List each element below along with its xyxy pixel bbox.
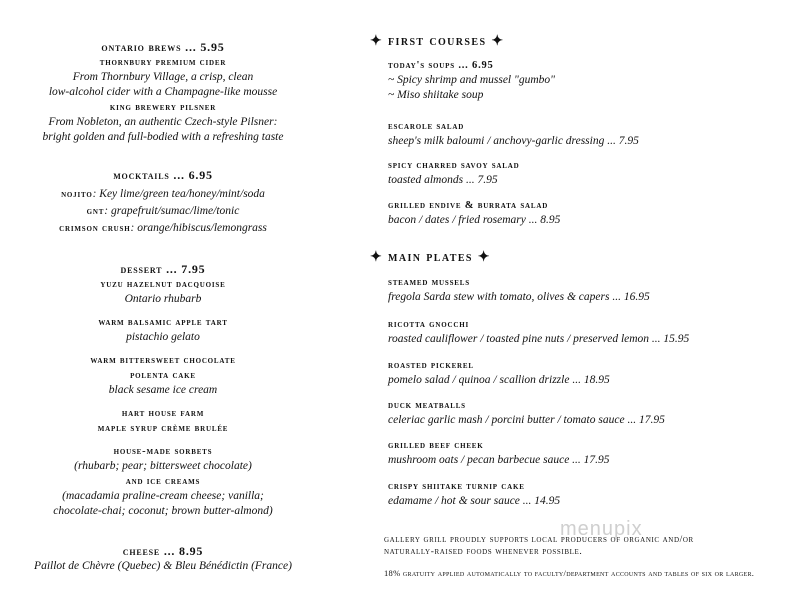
main-plate-item: roasted pickerel pomelo salad / quinoa / scallion drizzle ... 18.95 bbox=[388, 360, 610, 386]
local-producers-note-1: gallery grill proudly supports local producers of organic and/or bbox=[384, 535, 694, 545]
gratuity-note: 18% gratuity applied automatically to faculty/department accounts and tables of six or larger. bbox=[384, 568, 755, 578]
mocktail-item: nojito: Key lime/green tea/honey/mint/soda bbox=[61, 188, 265, 200]
first-course-item: grilled endive & burrata salad bacon / dates / fried rosemary ... 8.95 bbox=[388, 200, 561, 226]
pilsner-name: king brewery pilsner bbox=[109, 102, 217, 113]
dessert-desc: Ontario rhubarb bbox=[124, 293, 202, 305]
local-producers-note-2: naturally-raised foods whenever possible. bbox=[384, 547, 583, 557]
first-course-item: today's soups ... 6.95 ~ Spicy shrimp and mussel "gumbo" ~ Miso shiitake soup bbox=[388, 60, 555, 101]
dessert-name: polenta cake bbox=[130, 370, 196, 381]
dessert-section bbox=[18, 262, 308, 519]
mocktails-section bbox=[18, 168, 308, 236]
cheese-section bbox=[18, 544, 308, 574]
cheese-desc: Paillot de Chèvre (Quebec) & Bleu Bénédictin (France) bbox=[34, 560, 292, 572]
pilsner-desc-2: bright golden and full-bodied with a refreshing taste bbox=[42, 131, 284, 143]
brews-section bbox=[18, 40, 308, 145]
dessert-desc: pistachio gelato bbox=[126, 331, 200, 343]
dessert-name: warm balsamic apple tart bbox=[98, 317, 228, 328]
dessert-title: dessert ... 7.95 bbox=[120, 262, 206, 276]
main-plates-heading: ✦ main plates ✦ bbox=[370, 250, 491, 265]
main-plate-item: crispy shiitake turnip cake edamame / hot & sour sauce ... 14.95 bbox=[388, 481, 561, 507]
first-course-item: escarole salad sheep's milk baloumi / anchovy-garlic dressing ... 7.95 bbox=[388, 121, 639, 147]
main-plate-item: grilled beef cheek mushroom oats / pecan barbecue sauce ... 17.95 bbox=[388, 440, 610, 466]
pilsner-desc-1: From Nobleton, an authentic Czech-style Pilsner: bbox=[48, 116, 278, 128]
cider-desc-1: From Thornbury Village, a crisp, clean bbox=[72, 71, 254, 83]
main-plate-item: duck meatballs celeriac garlic mash / porcini butter / tomato sauce ... 17.95 bbox=[388, 400, 665, 426]
first-courses-heading: ✦ first courses ✦ bbox=[370, 34, 505, 49]
cider-desc-2: low-alcohol cider with a Champagne-like mousse bbox=[48, 86, 278, 98]
dessert-name: house-made sorbets bbox=[113, 446, 213, 457]
dessert-desc: (rhubarb; pear; bittersweet chocolate) bbox=[74, 460, 252, 472]
main-plate-item: steamed mussels fregola Sarda stew with tomato, olives & capers ... 16.95 bbox=[388, 277, 650, 303]
dessert-desc: (macadamia praline-cream cheese; vanilla; bbox=[62, 490, 264, 502]
mocktail-item: crimson crush: orange/hibiscus/lemongrass bbox=[59, 222, 267, 234]
cider-name: thornbury premium cider bbox=[99, 57, 227, 68]
dessert-name: and ice creams bbox=[125, 476, 201, 487]
brews-title: ontario brews ... 5.95 bbox=[101, 40, 225, 54]
cheese-title: cheese ... 8.95 bbox=[122, 544, 204, 558]
dessert-name: yuzu hazelnut dacquoise bbox=[100, 279, 226, 290]
dessert-desc: black sesame ice cream bbox=[108, 384, 218, 396]
watermark: menupix bbox=[560, 518, 643, 540]
first-course-item: spicy charred savoy salad toasted almonds ... 7.95 bbox=[388, 160, 520, 186]
dessert-name: warm bittersweet chocolate bbox=[90, 355, 236, 366]
dessert-name: hart house farm bbox=[121, 408, 205, 419]
dessert-desc: chocolate-chai; coconut; brown butter-almond) bbox=[53, 505, 273, 517]
mocktails-title: mocktails ... 6.95 bbox=[113, 168, 213, 182]
mocktail-item: gnt: grapefruit/sumac/lime/tonic bbox=[86, 205, 240, 217]
main-plate-item: ricotta gnocchi roasted cauliflower / toasted pine nuts / preserved lemon ... 15.95 bbox=[388, 319, 690, 345]
dessert-name: maple syrup crème brulée bbox=[97, 423, 229, 434]
